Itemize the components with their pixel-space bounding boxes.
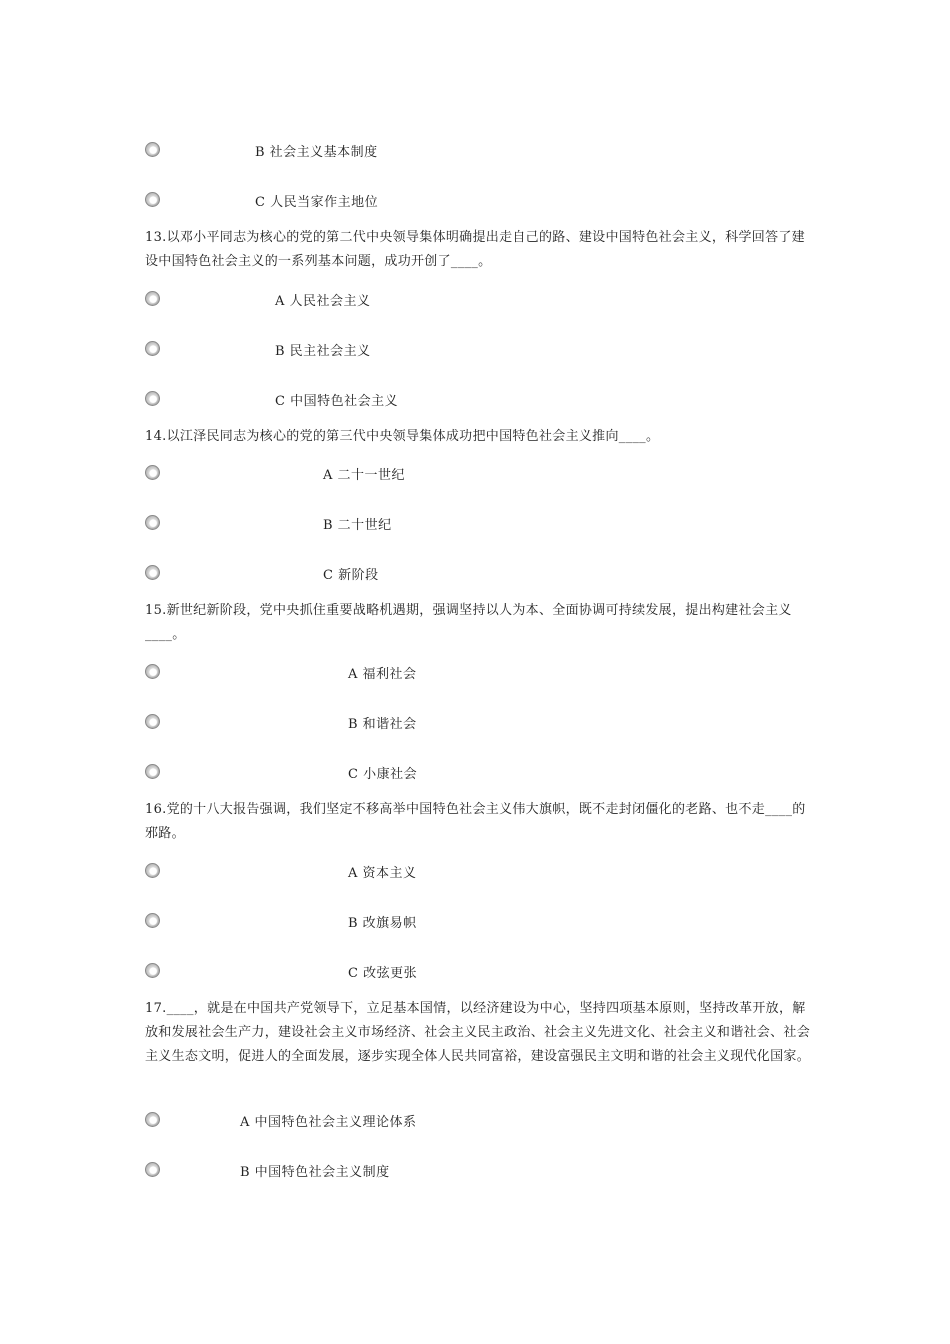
question-text: ____，就是在中国共产党领导下，立足基本国情，以经济建设为中心，坚持四项基本原则，坚持改革开放，解放和发展社会生产力，建设社会主义市场经济、社会主义民主政治、社会主义先进文化、社会主义和谐社会、社会主义生态文明，促进人的全面发展，逐步实现全体人民共同富裕，建设富强民主文明和谐的社会主义现代化国家。 xyxy=(145,1001,811,1064)
option-row[interactable] xyxy=(145,961,845,983)
question-16 xyxy=(145,798,810,846)
radio-button[interactable] xyxy=(145,863,160,878)
option-row[interactable] xyxy=(145,289,845,311)
option-row[interactable] xyxy=(145,712,845,734)
option-row[interactable] xyxy=(145,140,845,162)
option-label: B 中国特色社会主义制度 xyxy=(240,1165,390,1180)
option-label: C 新阶段 xyxy=(323,568,379,583)
question-13 xyxy=(145,226,810,274)
option-row[interactable] xyxy=(145,662,845,684)
radio-button[interactable] xyxy=(145,913,160,928)
radio-button[interactable] xyxy=(145,565,160,580)
option-label: B 社会主义基本制度 xyxy=(255,145,378,160)
option-row[interactable] xyxy=(145,1110,845,1132)
radio-button[interactable] xyxy=(145,291,160,306)
option-row[interactable] xyxy=(145,911,845,933)
question-text: 以邓小平同志为核心的党的第二代中央领导集体明确提出走自己的路、建设中国特色社会主义，科学回答了建设中国特色社会主义的一系列基本问题，成功开创了____。 xyxy=(145,230,805,269)
option-label: B 民主社会主义 xyxy=(275,344,371,359)
radio-button[interactable] xyxy=(145,1162,160,1177)
option-row[interactable] xyxy=(145,339,845,361)
radio-button[interactable] xyxy=(145,192,160,207)
option-label: B 改旗易帜 xyxy=(348,916,417,931)
option-label: A 资本主义 xyxy=(348,866,417,881)
question-number: 16. xyxy=(145,802,167,817)
radio-button[interactable] xyxy=(145,664,160,679)
radio-button[interactable] xyxy=(145,465,160,480)
option-label: A 人民社会主义 xyxy=(275,294,371,309)
option-label: A 福利社会 xyxy=(348,667,417,682)
radio-button[interactable] xyxy=(145,1112,160,1127)
question-17 xyxy=(145,997,810,1069)
option-row[interactable] xyxy=(145,190,845,212)
question-text: 以江泽民同志为核心的党的第三代中央领导集体成功把中国特色社会主义推向____。 xyxy=(166,429,660,444)
question-text: 党的十八大报告强调，我们坚定不移高举中国特色社会主义伟大旗帜，既不走封闭僵化的老路、也不走____的邪路。 xyxy=(145,802,806,841)
question-14 xyxy=(145,425,810,449)
option-label: C 中国特色社会主义 xyxy=(275,394,399,409)
question-number: 14. xyxy=(145,429,167,444)
radio-button[interactable] xyxy=(145,714,160,729)
option-row[interactable] xyxy=(145,513,845,535)
option-label: B 和谐社会 xyxy=(348,717,417,732)
option-row[interactable] xyxy=(145,861,845,883)
radio-button[interactable] xyxy=(145,764,160,779)
option-label: A 中国特色社会主义理论体系 xyxy=(240,1115,417,1130)
option-label: C 人民当家作主地位 xyxy=(255,195,379,210)
radio-button[interactable] xyxy=(145,963,160,978)
option-label: C 改弦更张 xyxy=(348,966,418,981)
option-row[interactable] xyxy=(145,1160,845,1182)
question-number: 17. xyxy=(145,1001,167,1016)
option-row[interactable] xyxy=(145,563,845,585)
radio-button[interactable] xyxy=(145,515,160,530)
option-row[interactable] xyxy=(145,389,845,411)
option-label: A 二十一世纪 xyxy=(323,468,406,483)
option-row[interactable] xyxy=(145,463,845,485)
question-text: 新世纪新阶段，党中央抓住重要战略机遇期，强调坚持以人为本、全面协调可持续发展，提出构建社会主义____。 xyxy=(145,603,792,642)
question-15 xyxy=(145,599,810,647)
question-number: 13. xyxy=(145,230,167,245)
radio-button[interactable] xyxy=(145,341,160,356)
option-label: C 小康社会 xyxy=(348,767,418,782)
radio-button[interactable] xyxy=(145,142,160,157)
option-label: B 二十世纪 xyxy=(323,518,392,533)
radio-button[interactable] xyxy=(145,391,160,406)
question-number: 15. xyxy=(145,603,167,618)
option-row[interactable] xyxy=(145,762,845,784)
